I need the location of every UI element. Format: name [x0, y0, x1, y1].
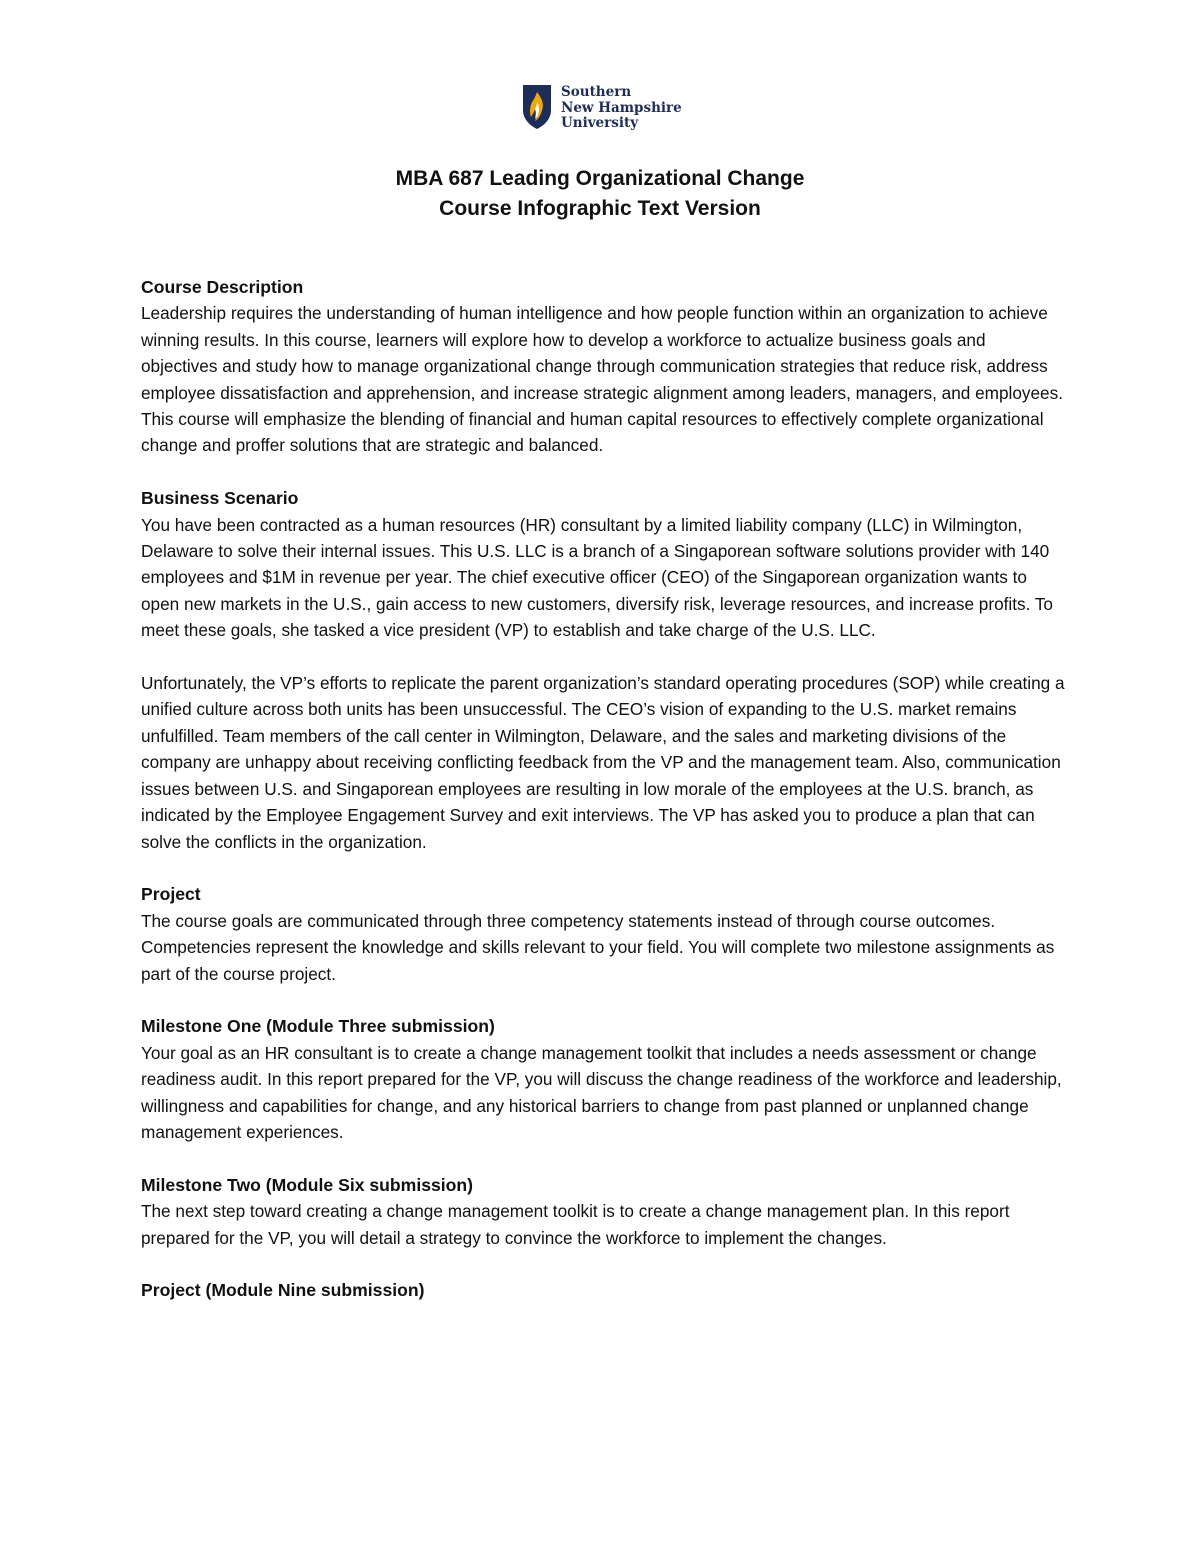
milestone-one-section	[141, 1013, 1066, 1145]
logo-wordmark	[561, 85, 682, 132]
business-scenario-section	[141, 485, 1066, 855]
milestone-two-text: The next step toward creating a change management toolkit is to create a change management plan. In this report prepared for the VP, you will detail a strategy to convince the workforce to implement the changes.	[141, 1201, 1010, 1248]
logo-line-1: Southern	[561, 84, 632, 100]
milestone-one-text: Your goal as an HR consultant is to create a change management toolkit that includes a needs assessment or change readiness audit. In this report prepared for the VP, you will discuss the change readiness of the workforce and leadership, willingness and capabilities for change, and any historical barriers to change from past planned or unplanned change management experiences.	[141, 1042, 1062, 1142]
business-scenario-text-1: You have been contracted as a human resources (HR) consultant by a limited liability company (LLC) in Wilmington, Delaware to solve their internal issues. This U.S. LLC is a branch of a Singaporean software solutions provider with 140 employees and $1M in revenue per year. The chief executive officer (CEO) of the Singaporean organization wants to open new markets in the U.S., gain access to new customers, diversify risk, leverage resources, and increase profits. To meet these goals, she tasked a vice president (VP) to establish and take charge of the U.S. LLC.	[141, 514, 1053, 641]
final-project-section	[141, 1277, 1066, 1303]
course-subtitle: Course Infographic Text Version	[439, 197, 761, 220]
course-description-text: Leadership requires the understanding of human intelligence and how people function within an organization to achieve winning results. In this course, learners will explore how to develop a workforce to actualize business goals and objectives and study how to manage organizational change through communication strategies that reduce risk, address employee dissatisfaction and apprehension, and increase strategic alignment among leaders, managers, and employees. This course will emphasize the blending of financial and human capital resources to effectively complete organizational change and proffer solutions that are strategic and balanced.	[141, 303, 1063, 456]
document-title	[0, 164, 1200, 224]
logo-line-2: New Hampshire	[561, 99, 682, 116]
business-scenario-heading: Business Scenario	[141, 488, 299, 509]
milestone-two-section	[141, 1172, 1066, 1251]
course-title: MBA 687 Leading Organizational Change	[395, 167, 805, 190]
milestone-two-heading: Milestone Two (Module Six submission)	[141, 1174, 474, 1195]
business-scenario-text-2: Unfortunately, the VP’s efforts to replicate the parent organization’s standard operating procedures (SOP) while creating a unified culture across both units has been unsuccessful. The CEO’s vision of expanding to the U.S. market remains unfulfilled. Team members of the call center in Wilmington, Delaware, and the sales and marketing divisions of the company are unhappy about receiving conflicting feedback from the VP and the management team. Also, communication issues between U.S. and Singaporean employees are resulting in low morale of the employees at the U.S. branch, as indicated by the Employee Engagement Survey and exit interviews. The VP has asked you to produce a plan that can solve the conflicts in the organization.	[141, 673, 1065, 852]
project-section	[141, 881, 1066, 987]
logo-line-3: University	[561, 115, 639, 131]
milestone-one-heading: Milestone One (Module Three submission)	[141, 1016, 495, 1037]
project-text: The course goals are communicated through three competency statements instead of through course outcomes. Competencies represent the knowledge and skills relevant to your field. You will complete two milestone assignments as part of the course project.	[141, 910, 1055, 984]
university-logo	[522, 84, 682, 132]
course-description-heading: Course Description	[141, 277, 304, 297]
shield-flame-icon	[522, 84, 552, 130]
document-body	[141, 274, 1066, 1304]
project-heading: Project	[141, 884, 201, 905]
final-project-heading: Project (Module Nine submission)	[141, 1280, 425, 1301]
course-description-section	[141, 274, 1066, 459]
